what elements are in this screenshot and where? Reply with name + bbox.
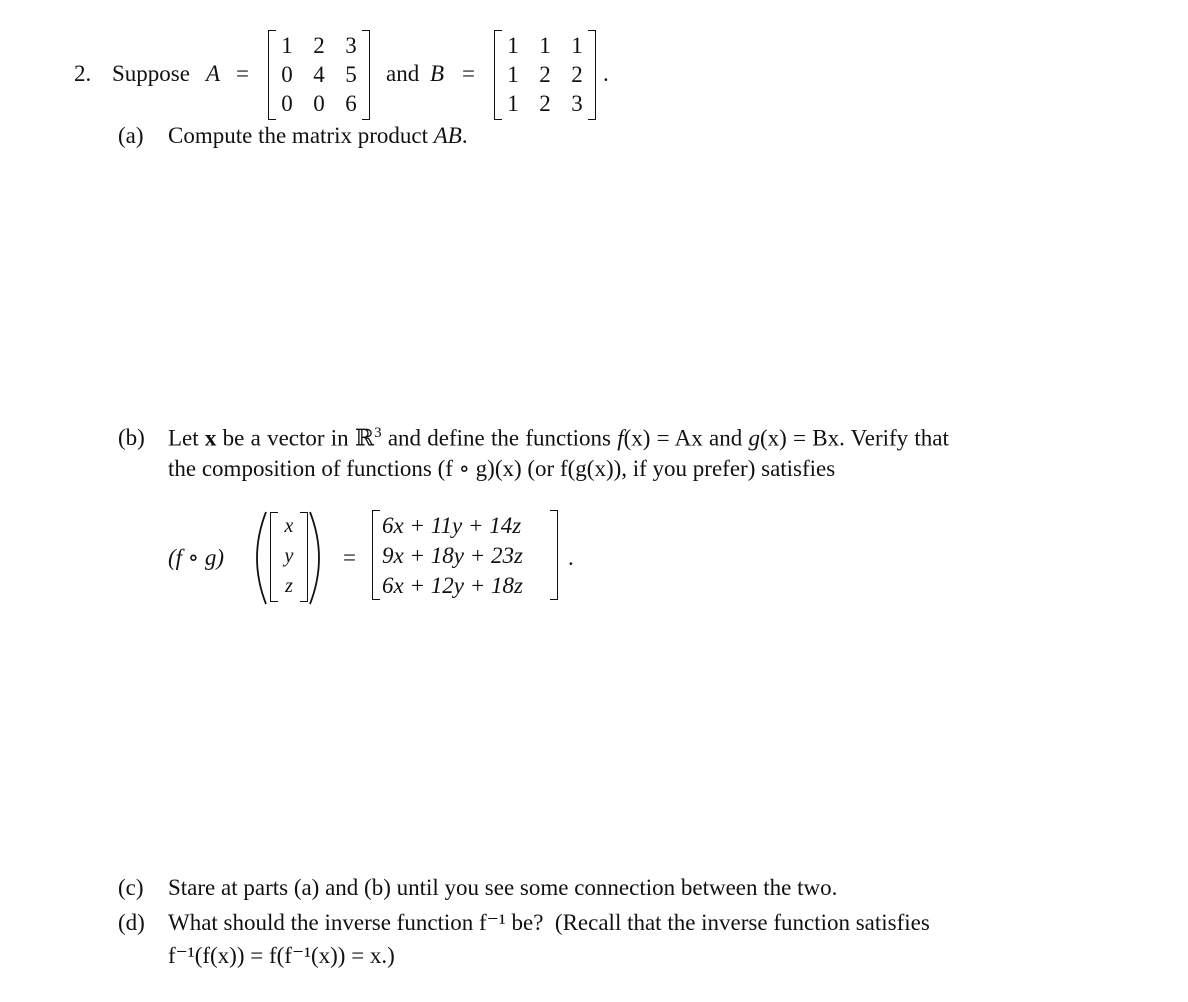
text: (x) = — [759, 425, 813, 451]
problem-number: 2. — [74, 61, 92, 86]
composition-label: (f ∘ g) — [168, 545, 224, 570]
result-entry: 6x + 12y + 18z — [382, 573, 523, 598]
matrix-b-cell: 1 — [507, 33, 519, 58]
part-a-label: (a) — [118, 123, 144, 148]
matrix-b-cell: 2 — [539, 62, 551, 87]
matrix-a-cell: 6 — [345, 91, 357, 116]
text: (x) = — [623, 425, 675, 451]
matrix-b-label: B — [430, 61, 445, 86]
matrix-b-cell: 1 — [507, 62, 519, 87]
text: be a vector in — [222, 425, 349, 451]
part-a-expression: AB — [433, 123, 462, 148]
matrix-a-label: A — [206, 61, 221, 86]
part-a-instruction: Compute the matrix product — [168, 123, 428, 148]
vector-entry: y — [284, 545, 294, 567]
problem-period: . — [603, 61, 609, 86]
part-c-label: (c) — [118, 875, 144, 900]
text: and — [708, 425, 743, 451]
matrix-b-cell: 2 — [539, 91, 551, 116]
reals-symbol: ℝ — [354, 425, 375, 451]
matrix-a-cell: 0 — [313, 91, 325, 116]
part-c-text: Stare at parts (a) and (b) until you see some connection between the two. — [168, 875, 838, 900]
part-b-label: (b) — [118, 425, 145, 450]
vector-entry: x — [284, 515, 294, 537]
matrix-a-cell: 3 — [345, 33, 357, 58]
matrix-a-cell: 1 — [281, 33, 293, 58]
matrix-a — [268, 30, 370, 120]
right-paren-icon — [306, 510, 332, 606]
part-b-line-1 — [168, 426, 949, 450]
expression-ax: Ax — [674, 425, 703, 451]
left-paren-icon — [244, 510, 270, 606]
composition-equals: = — [343, 545, 356, 570]
matrix-b — [494, 30, 596, 120]
result-entry: 9x + 18y + 23z — [382, 543, 523, 568]
matrix-b-cell: 2 — [571, 62, 583, 87]
result-vector — [372, 510, 558, 600]
expression-bx: Bx — [812, 425, 840, 451]
part-d-line-2: f⁻¹(f(x)) = f(f⁻¹(x)) = x.) — [168, 943, 395, 968]
composition-period: . — [568, 545, 574, 570]
and-text: and — [386, 61, 420, 86]
text: and define the functions — [387, 425, 611, 451]
equals-sign-a: = — [236, 61, 249, 86]
matrix-a-cell: 4 — [313, 62, 325, 87]
text: . Verify that — [839, 425, 949, 451]
matrix-a-cell: 0 — [281, 62, 293, 87]
problem-intro: Suppose — [112, 61, 190, 86]
matrix-a-cell: 2 — [313, 33, 325, 58]
matrix-b-cell: 3 — [571, 91, 583, 116]
part-a-end: . — [461, 123, 468, 148]
function-f: f — [617, 425, 624, 451]
part-d-label: (d) — [118, 910, 145, 935]
part-d-line-1: What should the inverse function f⁻¹ be? (Recall that the inverse function satisfies — [168, 910, 930, 935]
matrix-a-cell: 0 — [281, 91, 293, 116]
matrix-b-cell: 1 — [539, 33, 551, 58]
matrix-a-cell: 5 — [345, 62, 357, 87]
matrix-b-cell: 1 — [507, 91, 519, 116]
vector-entry: z — [285, 575, 293, 597]
part-b-line-2: the composition of functions (f ∘ g)(x) (or f(g(x)), if you prefer) satisfies — [168, 456, 836, 481]
text: Let — [168, 425, 199, 451]
vector-x: x — [204, 425, 217, 451]
function-g: g — [748, 425, 760, 451]
result-entry: 6x + 11y + 14z — [382, 513, 522, 538]
vector-xyz — [270, 512, 308, 602]
exponent: 3 — [374, 425, 382, 441]
part-a-text — [168, 124, 468, 147]
equals-sign-b: = — [462, 61, 475, 86]
matrix-b-cell: 1 — [571, 33, 583, 58]
